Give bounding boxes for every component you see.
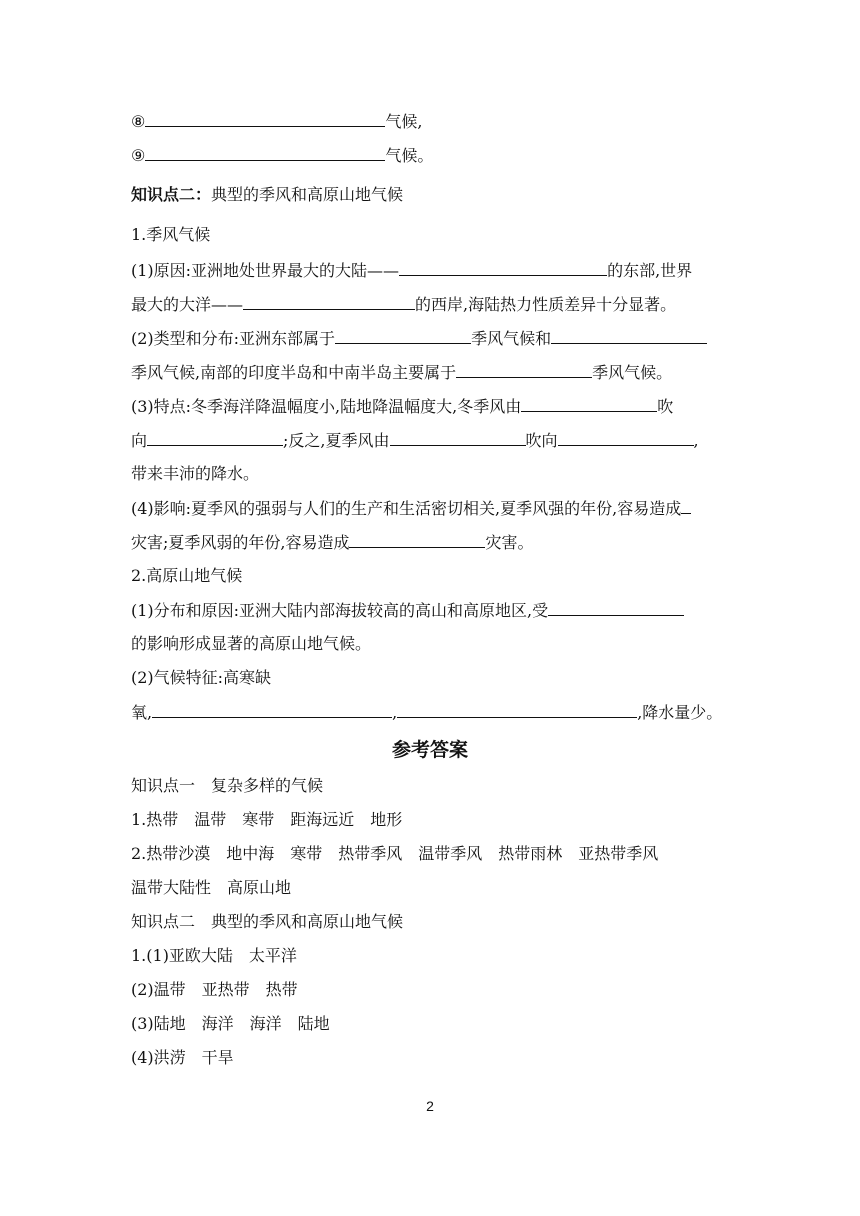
answer-line: 2.热带沙漠 地中海 寒带 热带季风 温带季风 热带雨林 亚热带季风 bbox=[131, 844, 659, 863]
question-8-line bbox=[131, 110, 422, 132]
p6-line-1: (2)气候特征:高寒缺 bbox=[131, 668, 272, 687]
q9-suffix: 气候。 bbox=[385, 146, 434, 165]
knowledge-point-2-heading bbox=[131, 184, 403, 206]
p3-text-b: 吹 bbox=[657, 397, 674, 416]
p2-text-d: 季风气候。 bbox=[592, 363, 673, 382]
answer-line: 知识点一 复杂多样的气候 bbox=[131, 776, 324, 795]
answers-heading: 参考答案 bbox=[391, 739, 468, 761]
answer-blank[interactable] bbox=[335, 327, 471, 344]
answer-blank[interactable] bbox=[681, 497, 691, 514]
kp2-label: 知识点二： bbox=[131, 185, 212, 204]
p4-text-c: 灾害。 bbox=[485, 533, 534, 552]
answer-line: (2)温带 亚热带 热带 bbox=[131, 980, 298, 999]
p6-text-d: ,降水量少。 bbox=[637, 703, 723, 722]
answer-blank[interactable] bbox=[243, 293, 415, 310]
p1-text-d: 的西岸,海陆热力性质差异十分显著。 bbox=[415, 295, 677, 314]
answer-blank[interactable] bbox=[145, 144, 385, 161]
answer-line: (4)洪涝 干旱 bbox=[131, 1048, 234, 1067]
p3-text-a: (3)特点:冬季海洋降温幅度小,陆地降温幅度大,冬季风由 bbox=[131, 397, 522, 416]
p4-line-1 bbox=[131, 497, 691, 519]
p5-line-1 bbox=[131, 599, 684, 621]
answer-blank[interactable] bbox=[147, 429, 283, 446]
section-1-title: 1.季风气候 bbox=[131, 225, 211, 244]
p3-text-d: ;反之,夏季风由 bbox=[283, 431, 390, 450]
answer-line: 温带大陆性 高原山地 bbox=[131, 878, 292, 897]
answer-blank[interactable] bbox=[390, 429, 526, 446]
question-9-line bbox=[131, 144, 433, 166]
section-2-title: 2.高原山地气候 bbox=[131, 566, 243, 585]
answer-blank[interactable] bbox=[548, 599, 684, 616]
answer-blank[interactable] bbox=[521, 395, 657, 412]
p2-line-2 bbox=[131, 361, 672, 383]
p1-line-1 bbox=[131, 259, 692, 281]
p6-text-b: 氧, bbox=[131, 703, 153, 722]
answer-line: 1.热带 温带 寒带 距海远近 地形 bbox=[131, 810, 403, 829]
q8-marker: ⑧ bbox=[131, 112, 146, 131]
p3-line-3: 带来丰沛的降水。 bbox=[131, 464, 260, 483]
answer-blank[interactable] bbox=[145, 110, 385, 127]
q8-suffix: 气候, bbox=[385, 112, 423, 131]
p1-text-c: 最大的大洋—— bbox=[131, 295, 244, 314]
page-number: 2 bbox=[426, 1098, 434, 1114]
p6-text-c: , bbox=[392, 703, 398, 722]
p4-line-2 bbox=[131, 531, 534, 553]
p6-line-2 bbox=[131, 701, 722, 723]
p2-text-b: 季风气候和 bbox=[471, 329, 552, 348]
p2-text-c: 季风气候,南部的印度半岛和中南半岛主要属于 bbox=[131, 363, 457, 382]
answer-blank[interactable] bbox=[152, 701, 392, 718]
p4-text-a: (4)影响:夏季风的强弱与人们的生产和生活密切相关,夏季风强的年份,容易造成 bbox=[131, 499, 682, 518]
p1-text-b: 的东部,世界 bbox=[607, 261, 693, 280]
answer-blank[interactable] bbox=[456, 361, 592, 378]
answer-blank[interactable] bbox=[558, 429, 694, 446]
answer-line: 知识点二 典型的季风和高原山地气候 bbox=[131, 912, 404, 931]
p3-text-f: , bbox=[693, 431, 699, 450]
p1-text-a: (1)原因:亚洲地处世界最大的大陆—— bbox=[131, 261, 400, 280]
p2-text-a: (2)类型和分布:亚洲东部属于 bbox=[131, 329, 336, 348]
p5-line-2: 的影响形成显著的高原山地气候。 bbox=[131, 634, 372, 653]
p3-line-1 bbox=[131, 395, 673, 417]
answer-line: 1.(1)亚欧大陆 太平洋 bbox=[131, 946, 297, 965]
answer-blank[interactable] bbox=[397, 701, 637, 718]
answer-line: (3)陆地 海洋 海洋 陆地 bbox=[131, 1014, 330, 1033]
answer-blank[interactable] bbox=[349, 531, 485, 548]
p1-line-2 bbox=[131, 293, 676, 315]
p3-text-e: 吹向 bbox=[525, 431, 558, 450]
answer-blank[interactable] bbox=[399, 259, 607, 276]
p5-text-a: (1)分布和原因:亚洲大陆内部海拔较高的高山和高原地区,受 bbox=[131, 601, 549, 620]
q9-marker: ⑨ bbox=[131, 146, 146, 165]
kp2-title: 典型的季风和高原山地气候 bbox=[211, 185, 404, 204]
p3-line-2 bbox=[131, 429, 699, 451]
p2-line-1 bbox=[131, 327, 707, 349]
p4-text-b: 灾害;夏季风弱的年份,容易造成 bbox=[131, 533, 350, 552]
p3-text-c: 向 bbox=[131, 431, 148, 450]
answer-blank[interactable] bbox=[551, 327, 707, 344]
